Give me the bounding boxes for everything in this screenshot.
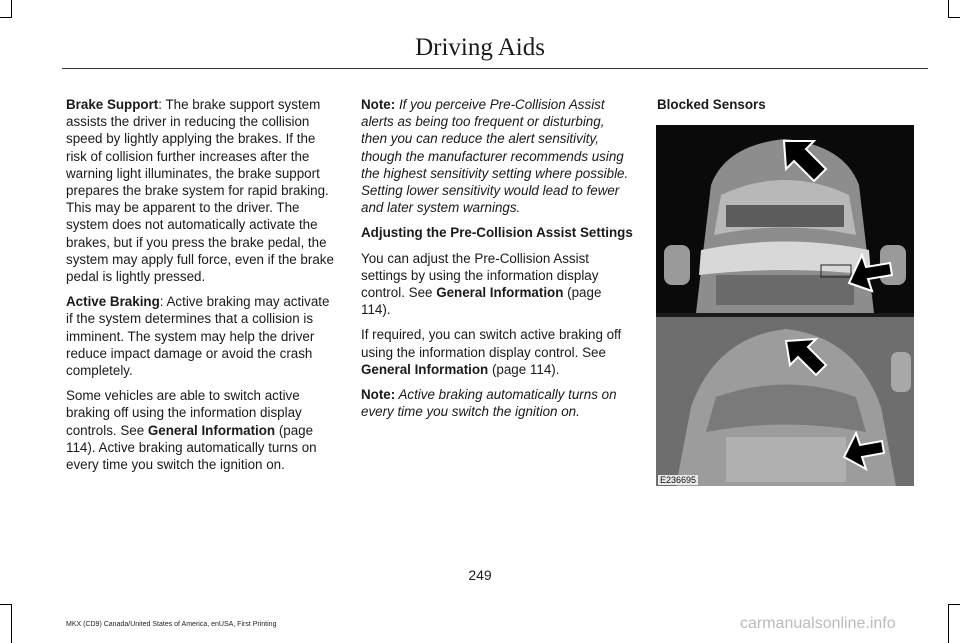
link-general-information[interactable]: General Information	[436, 285, 564, 301]
vehicle-front-view	[656, 125, 914, 313]
page-ref: (page 114).	[361, 285, 602, 318]
crop-mark	[948, 604, 949, 643]
vehicle-rear-illustration	[656, 317, 914, 486]
page-ref: (page 114).	[66, 422, 314, 455]
paragraph-switch-active-braking	[361, 326, 633, 378]
page-number: 249	[468, 567, 492, 583]
section-heading: Adjusting the Pre-Collision Assist Settings	[361, 225, 633, 241]
vehicle-rear-view	[656, 317, 914, 486]
text-brake-support: : The brake support system assists the driver in reducing the collision speed by lightly applying the brakes. If the risk of collision further increases after the warning light illuminates, the brake support prepares the brake system for rapid braking. This may be apparent to the driver. The system does not automatically activate the brakes, but if you press the brake pedal, the system may apply full force, even if the brake pedal is lightly pressed.	[66, 97, 334, 285]
page-ref: (page 114).	[488, 361, 560, 377]
paragraph-switch-off	[66, 387, 338, 473]
text-active-braking: : Active braking may activate if the system determines that a collision is imminent. The system may help the driver reduce impact damage or avoid the crash completely.	[66, 294, 330, 379]
page-title: Driving Aids	[415, 34, 545, 61]
text-adjust: You can adjust the Pre-Collision Assist settings by using the information display control. See	[361, 250, 599, 301]
crop-mark	[0, 17, 12, 18]
text-switch-off-tail: Active braking automatically turns on every time you switch the ignition on.	[66, 439, 317, 473]
watermark: carmanualsonline.info	[740, 615, 896, 632]
term-brake-support: Brake Support	[66, 97, 159, 112]
figure-code: E236695	[660, 475, 697, 485]
header-divider	[62, 68, 928, 69]
note-text: If you perceive Pre-Collision Assist alerts as being too frequent or disturbing, then you can reduce the alert sensitivity, though the manufacturer recommends using the highest sensitivity setting where possible. Setting lower sensitivity would lead to fewer and later system warnings.	[361, 97, 629, 216]
crop-mark	[948, 0, 949, 18]
note-ignition	[361, 386, 633, 420]
text-switch: If required, you can switch active braking off using the information display control. See	[361, 327, 622, 360]
note-text: Active braking automatically turns on every time you switch the ignition on.	[361, 387, 617, 420]
note-label: Note:	[361, 97, 396, 112]
column-right	[657, 96, 929, 121]
term-active-braking: Active Braking	[66, 294, 160, 310]
footer-text: MKX (CD9) Canada/United States of America, enUSA, First Printing	[66, 621, 277, 628]
note-sensitivity	[361, 96, 633, 216]
text-switch-off: Some vehicles are able to switch active braking off using the information display controls. See	[66, 388, 302, 438]
crop-mark	[11, 604, 12, 643]
section-heading: Blocked Sensors	[657, 97, 766, 112]
crop-mark	[948, 604, 960, 605]
blocked-sensors-figure	[656, 125, 914, 486]
column-middle	[361, 96, 633, 428]
note-label: Note:	[361, 387, 396, 403]
link-general-information[interactable]: General Information	[361, 361, 489, 377]
crop-mark	[11, 0, 12, 18]
paragraph-adjust	[361, 250, 633, 319]
vehicle-front-illustration	[656, 125, 914, 313]
column-left	[66, 96, 338, 481]
link-general-information[interactable]: General Information	[147, 422, 276, 438]
crop-mark	[0, 604, 12, 605]
paragraph-brake-support	[66, 96, 338, 285]
paragraph-active-braking	[66, 293, 338, 379]
crop-mark	[948, 17, 960, 18]
